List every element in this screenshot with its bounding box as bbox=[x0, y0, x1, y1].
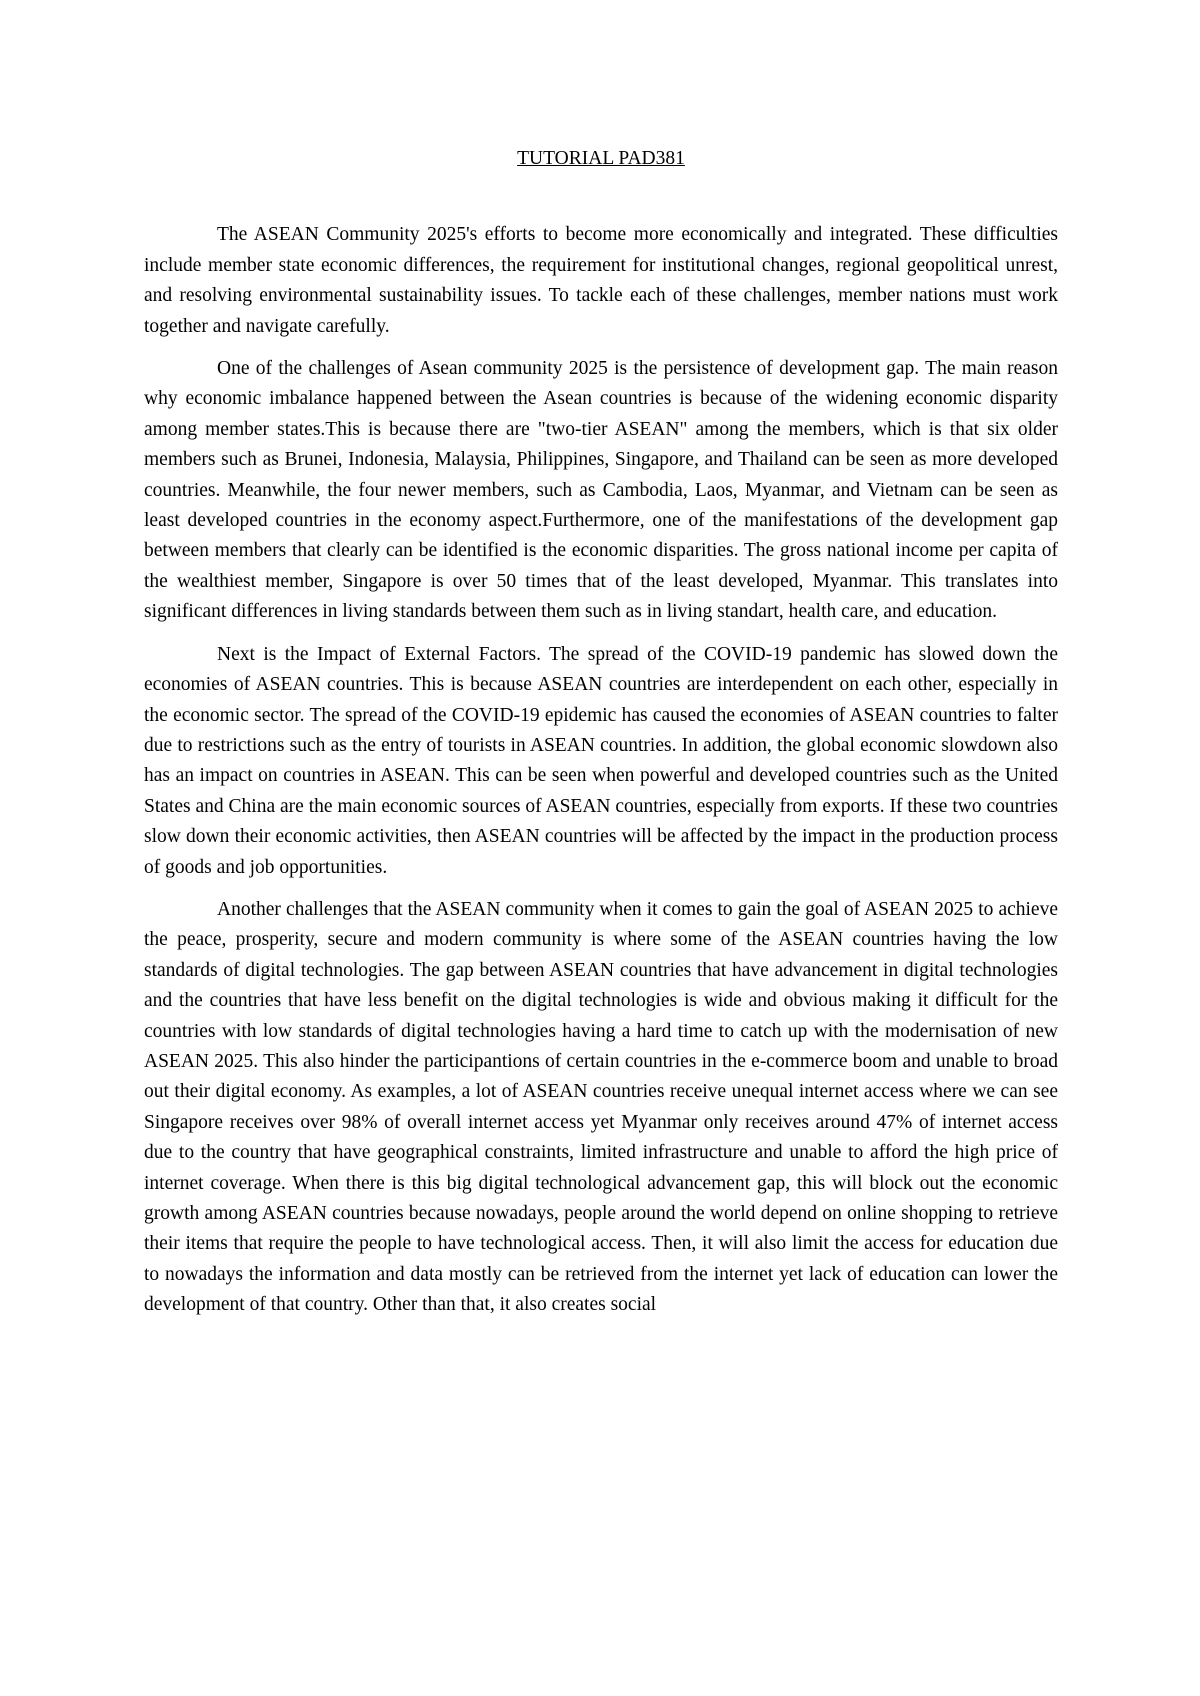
paragraph-external-factors: Next is the Impact of External Factors. The spread of the COVID-19 pandemic has slowed down the economies of ASEAN countries. This is because ASEAN countries are interdependent on each other, especially in the economic sector. The spread of the COVID-19 epidemic has caused the economies of ASEAN countries to falter due to restrictions such as the entry of tourists in ASEAN countries. In addition, the global economic slowdown also has an impact on countries in ASEAN. This can be seen when powerful and developed countries such as the United States and China are the main economic sources of ASEAN countries, especially from exports. If these two countries slow down their economic activities, then ASEAN countries will be affected by the impact in the production process of goods and job opportunities. bbox=[144, 643, 1058, 878]
document-title: TUTORIAL PAD381 bbox=[517, 148, 685, 169]
paragraph-digital-technologies: Another challenges that the ASEAN community when it comes to gain the goal of ASEAN 2025 to achieve the peace, prosperity, secure and modern community is where some of the ASEAN countries having the low standards of digital technologies. The gap between ASEAN countries that have advancement in digital technologies and the countries that have less benefit on the digital technologies is wide and obvious making it difficult for the countries with low standards of digital technologies having a hard time to catch up with the modernisation of new ASEAN 2025. This also hinder the participantions of certain countries in the e-commerce boom and unable to broad out their digital economy. As examples, a lot of ASEAN countries receive unequal internet access where we can see Singapore receives over 98% of overall internet access yet Myanmar only receives around 47% of internet access due to the country that have geographical constraints, limited infrastructure and unable to afford the high price of internet coverage. When there is this big digital technological advancement gap, this will block out the economic growth among ASEAN countries because nowadays, people around the world depend on online shopping to retrieve their items that require the people to have technological access. Then, it will also limit the access for education due to nowadays the information and data mostly can be retrieved from the internet yet lack of education can lower the development of that country. Other than that, it also creates social bbox=[144, 898, 1058, 1316]
paragraph-development-gap: One of the challenges of Asean community 2025 is the persistence of development gap. The main reason why economic imbalance happened between the Asean countries is because of the widening economic disparity among member states.This is because there are "two-tier ASEAN" among the members, which is that six older members such as Brunei, Indonesia, Malaysia, Philippines, Singapore, and Thailand can be seen as more developed countries. Meanwhile, the four newer members, such as Cambodia, Laos, Myanmar, and Vietnam can be seen as least developed countries in the economy aspect.Furthermore, one of the manifestations of the development gap between members that clearly can be identified is the economic disparities. The gross national income per capita of the wealthiest member, Singapore is over 50 times that of the least developed, Myanmar. This translates into significant differences in living standards between them such as in living standart, health care, and education. bbox=[144, 358, 1058, 623]
document-body bbox=[144, 144, 1058, 1333]
paragraph-introduction: The ASEAN Community 2025's efforts to become more economically and integrated. These difficulties include member state economic differences, the requirement for institutional changes, regional geopolitical unrest, and resolving environmental sustainability issues. To tackle each of these challenges, member nations must work together and navigate carefully. bbox=[144, 224, 1058, 337]
